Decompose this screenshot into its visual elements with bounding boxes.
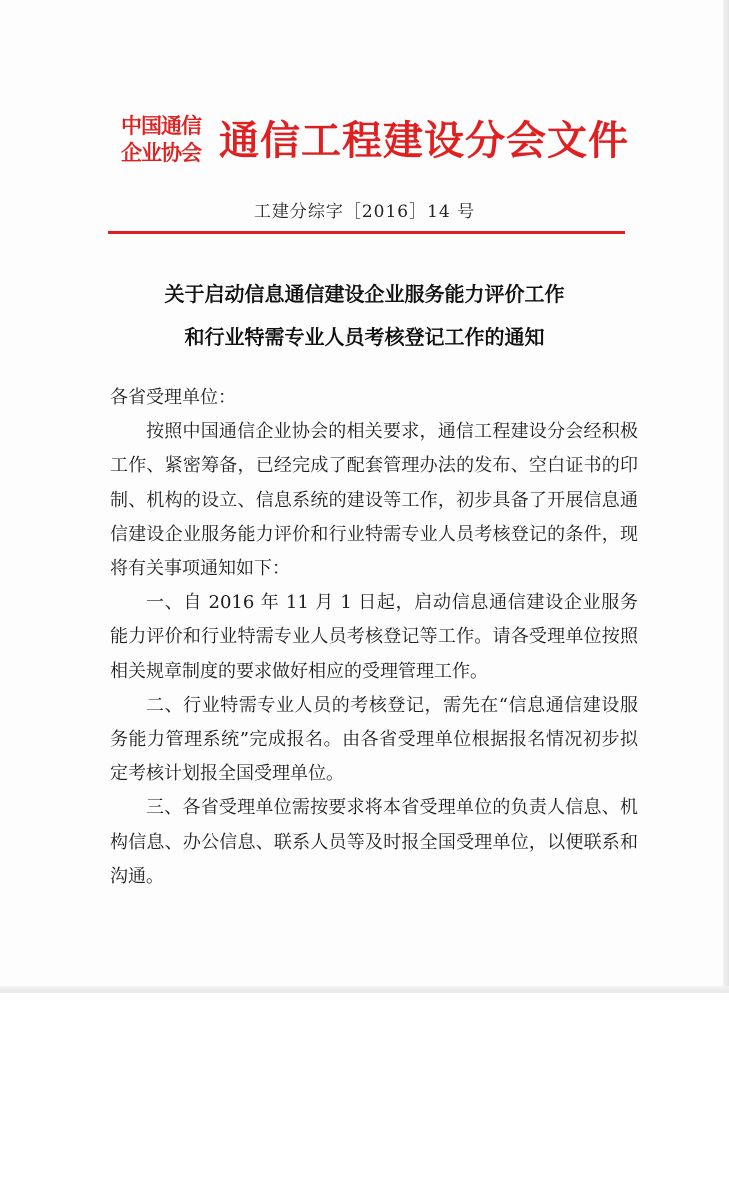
document-header-title: 通信工程建设分会文件 bbox=[219, 117, 629, 164]
red-header-rule bbox=[108, 231, 625, 234]
body-paragraph-intro: 按照中国通信企业协会的相关要求，通信工程建设分会经积极工作、紧密筹备，已经完成了配套管理办法的发布、空白证书的印制、机构的设立、信息系统的建设等工作，初步具备了开展信息通信建设企业服务能力评价和行业特需专业人员考核登记的条件，现将有关事项通知如下： bbox=[110, 421, 638, 580]
document-number: 工建分综字［2016］14 号 bbox=[253, 202, 476, 222]
body-paragraph-item-3: 三、各省受理单位需按要求将本省受理单位的负责人信息、机构信息、办公信息、联系人员等及时报全国受理单位，以便联系和沟通。 bbox=[110, 797, 638, 887]
notice-title-line-2: 和行业特需专业人员考核登记工作的通知 bbox=[184, 325, 545, 349]
org-name-line-2: 企业协会 bbox=[121, 140, 201, 165]
notice-title bbox=[0, 273, 729, 359]
org-name-block bbox=[121, 112, 211, 166]
notice-body bbox=[110, 381, 638, 894]
salutation: 各省受理单位： bbox=[110, 387, 236, 408]
scan-edge-right bbox=[723, 0, 729, 992]
scan-edge-bottom bbox=[0, 986, 729, 992]
org-name-line-1: 中国通信 bbox=[121, 113, 201, 138]
notice-title-line-1: 关于启动信息通信建设企业服务能力评价工作 bbox=[164, 282, 565, 306]
body-paragraph-item-2: 二、行业特需专业人员的考核登记，需先在“信息通信建设服务能力管理系统”完成报名。由各省受理单位根据报名情况初步拟定考核计划报全国受理单位。 bbox=[110, 694, 638, 785]
body-paragraph-item-1: 一、自 2016 年 11 月 1 日起，启动信息通信建设企业服务能力评价和行业特需专业人员考核登记等工作。请各受理单位按照相关规章制度的要求做好相应的受理管理工作。 bbox=[110, 592, 638, 682]
